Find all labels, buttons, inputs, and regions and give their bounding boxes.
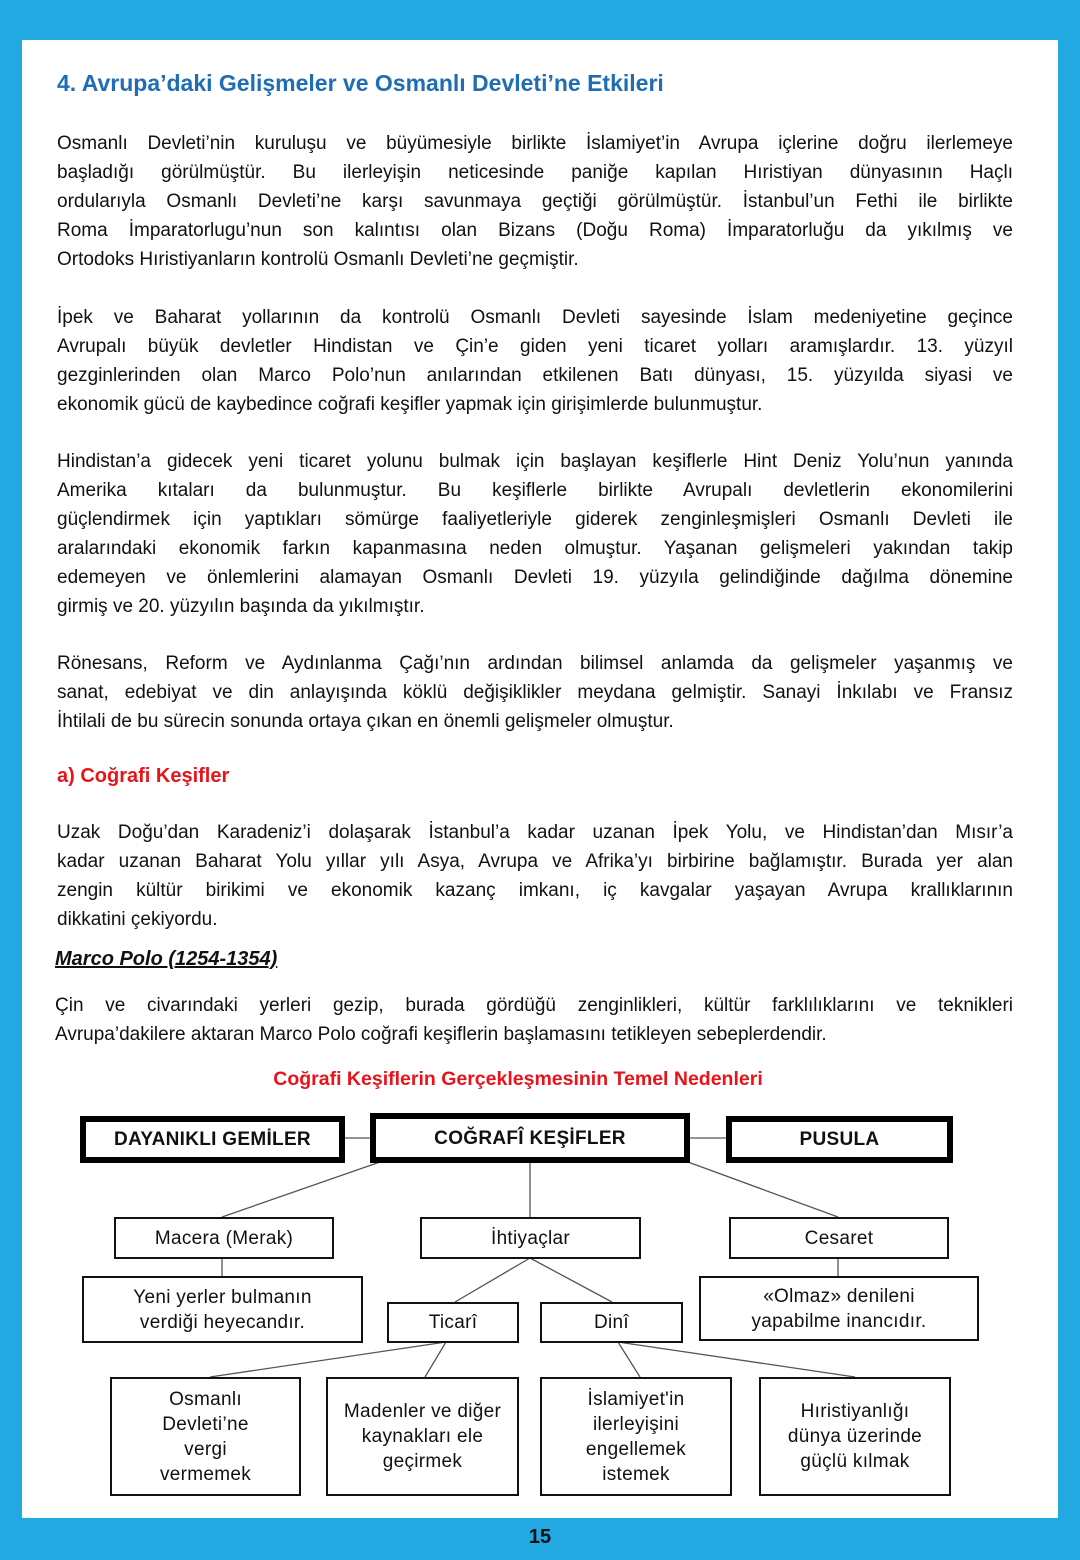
text-line: girmiş ve 20. yüzyılın başında da yıkılmıştır. xyxy=(57,596,425,617)
text-line: edemeyen ve önlemlerini alamayan Osmanlı Devleti 19. yüzyıla gelindiğinde dağılma dönemine xyxy=(57,567,1013,588)
text-line: güçlendirmek için yaptıkları sömürge faaliyetleriyle giderek zenginleşmişleri Osmanlı Devleti ile xyxy=(57,509,1013,530)
box-cesaret: Cesaret xyxy=(729,1217,949,1259)
box-macera-desc: Yeni yerler bulmanın verdiği heyecandır. xyxy=(82,1276,363,1343)
text-line: dikkatini çekiyordu. xyxy=(57,909,218,930)
section-title: 4. Avrupa’daki Gelişmeler ve Osmanlı Devleti’ne Etkileri xyxy=(57,70,664,96)
text-line: Roma İmparatorlugu’nun son kalıntısı olan Bizans (Doğu Roma) İmparatorluğu da yıkılmış ve xyxy=(57,220,1013,241)
marco-polo-heading: Marco Polo (1254-1354) xyxy=(55,948,278,970)
text-line: Hindistan’a gidecek yeni ticaret yolunu bulmak için başlayan keşiflerle Hint Deniz Yolu’nun yanında xyxy=(57,451,1013,472)
text-line: Avrupalı büyük devletler Hindistan ve Çin’e giden yeni ticaret yolları aramışlardır. 13. yüzyıl xyxy=(57,336,1013,357)
text-line: kadar uzanan Baharat Yolu yıllar yılı Asya, Avrupa ve Afrika’yı birbirine bağlamıştır. Burada yer alan xyxy=(57,851,1013,872)
text-line: İpek ve Baharat yollarının da kontrolü Osmanlı Devleti sayesinde İslam medeniyetine geçince xyxy=(57,307,1013,328)
box-macera: Macera (Merak) xyxy=(114,1217,334,1259)
box-ihtiyaclar: İhtiyaçlar xyxy=(420,1217,641,1259)
text-line: başladığı görülmüştür. Bu ilerleyişin neticesinde paniğe kapılan Hıristiyan dünyasının Haçlı xyxy=(57,162,1013,183)
text-line: Ortodoks Hıristiyanların kontrolü Osmanlı Devleti’ne geçmiştir. xyxy=(57,249,579,270)
text-line: Çin ve civarındaki yerleri gezip, burada gördüğü zenginlikleri, kültür farklılıklarını ve teknikleri xyxy=(55,995,1013,1016)
box-hiristiyanlik: Hıristiyanlığı dünya üzerinde güçlü kılmak xyxy=(759,1377,951,1496)
box-vergi: Osmanlı Devleti’ne vergi vermemek xyxy=(110,1377,301,1496)
page-number: 15 xyxy=(528,1526,552,1548)
text-line: Osmanlı Devleti’nin kuruluşu ve büyümesiyle birlikte İslamiyet’in Avrupa içlerine doğru ilerlemeye xyxy=(57,133,1013,154)
box-cografi-kesifler: COĞRAFÎ KEŞİFLER xyxy=(370,1113,690,1163)
box-ticari: Ticarî xyxy=(387,1302,519,1343)
text-line: ordularıyla Osmanlı Devleti’ne karşı savunmaya geçtiği görülmüştür. İstanbul’un Fethi ile birlikte xyxy=(57,191,1013,212)
box-pusula: PUSULA xyxy=(726,1116,953,1163)
diagram-title: Coğrafi Keşiflerin Gerçekleşmesinin Temel Nedenleri xyxy=(273,1068,763,1090)
text-line: İhtilali de bu sürecin sonunda ortaya çıkan en önemli gelişmeler olmuştur. xyxy=(57,711,674,732)
text-line: Avrupa’dakilere aktaran Marco Polo coğrafi keşiflerin başlamasını tetikleyen sebeplerdendir. xyxy=(55,1024,827,1045)
text-line: ekonomik gücü de kaybedince coğrafi keşifler yapmak için girişimlerde bulunmuştur. xyxy=(57,394,763,415)
box-dini: Dinî xyxy=(540,1302,683,1343)
text-line: gezginlerinden olan Marco Polo’nun anılarından etkilenen Batı dünyası, 15. yüzyılda siyasi ve xyxy=(57,365,1013,386)
text-line: Amerika kıtaları da bulunmuştur. Bu keşiflerle birlikte Avrupalı devletlerin ekonomilerini xyxy=(57,480,1013,501)
text-line: Uzak Doğu’dan Karadeniz’i dolaşarak İstanbul’a kadar uzanan İpek Yolu, ve Hindistan’dan Mısır’a xyxy=(57,822,1013,843)
text-line: aralarındaki ekonomik farkın kapanmasına neden olmuştur. Yaşanan gelişmeleri yakından takip xyxy=(57,538,1013,559)
box-islamiyet: İslamiyet'in ilerleyişini engellemek istemek xyxy=(540,1377,732,1496)
text-line: sanat, edebiyat ve din anlayışında köklü değişiklikler meydana gelmiştir. Sanayi İnkılabı ve Fransız xyxy=(57,682,1013,703)
text-line: zengin kültür birikimi ve ekonomik kazanç imkanı, iç kavgalar yaşayan Avrupa krallıklarının xyxy=(57,880,1013,901)
text-line: Rönesans, Reform ve Aydınlanma Çağı’nın ardından bilimsel anlamda da gelişmeler yaşanmış ve xyxy=(57,653,1013,674)
subheading: a) Coğrafi Keşifler xyxy=(57,765,230,787)
box-dayanikli-gemiler: DAYANIKLI GEMİLER xyxy=(80,1116,345,1163)
box-cesaret-desc: «Olmaz» denileni yapabilme inancıdır. xyxy=(699,1276,979,1341)
box-madenler: Madenler ve diğer kaynakları ele geçirmek xyxy=(326,1377,519,1496)
